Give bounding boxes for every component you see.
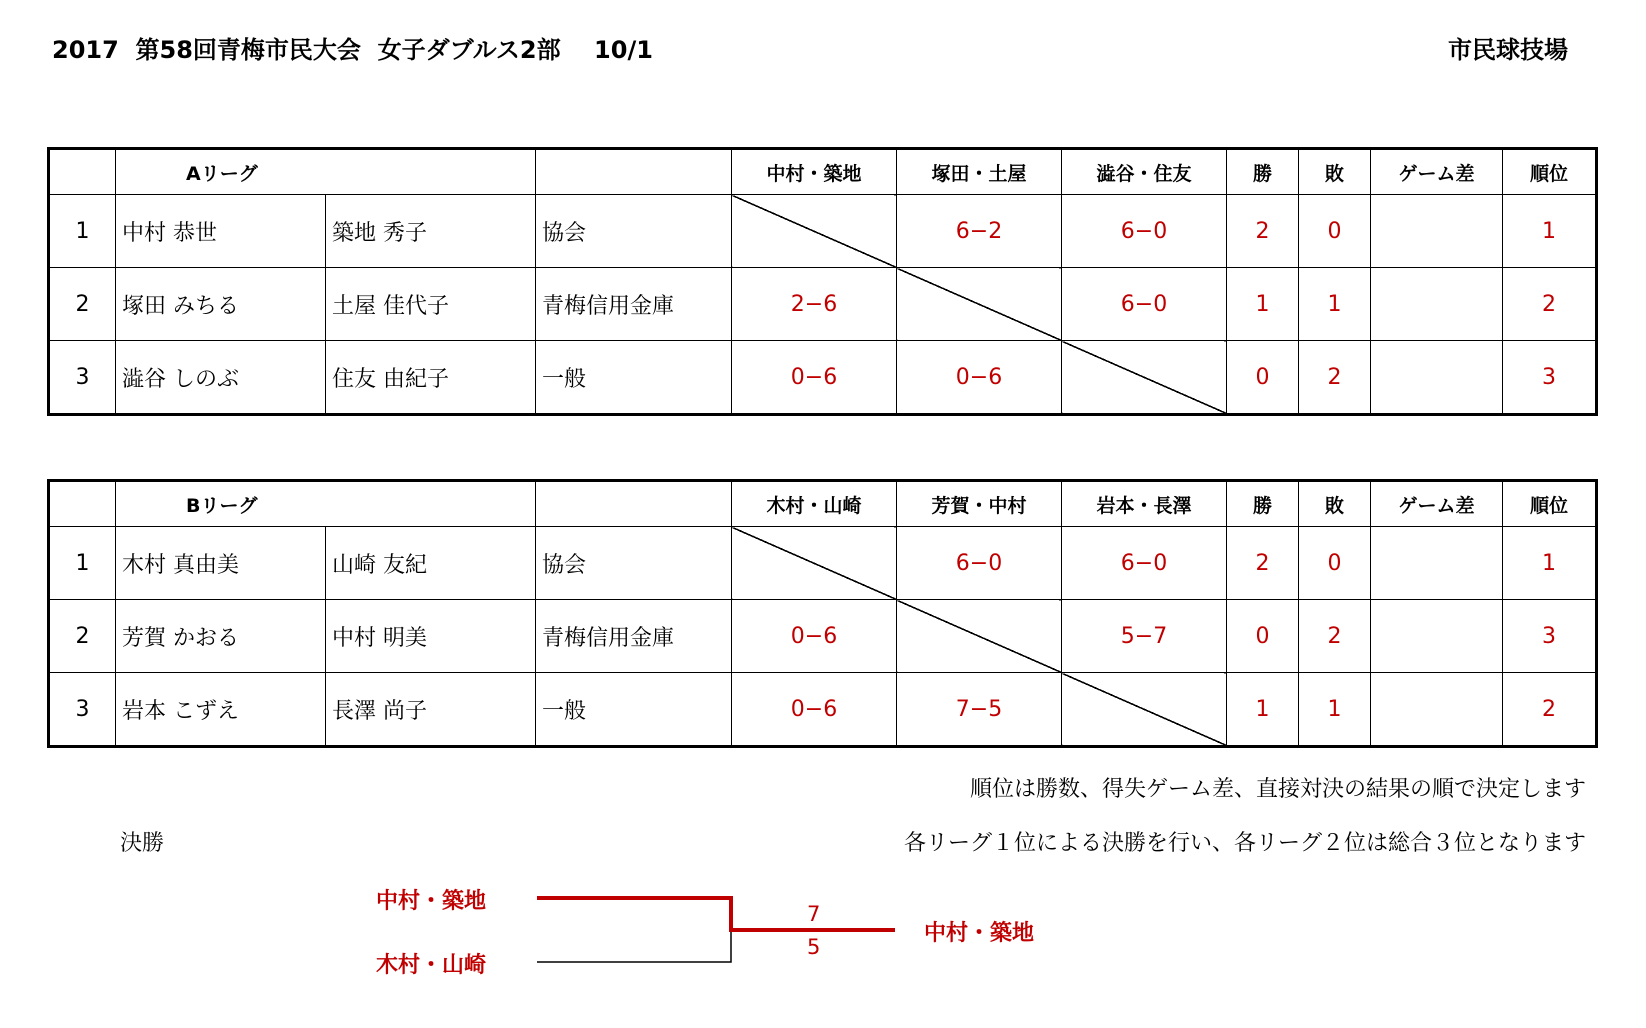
row-number: 1 (49, 527, 116, 600)
opponent-header: 中村・築地 (732, 149, 897, 195)
player-1: 塚田 みちる (116, 268, 326, 341)
rank: 3 (1503, 341, 1597, 415)
opponent-header: 芳賀・中村 (897, 481, 1062, 527)
loss-header: 敗 (1299, 481, 1371, 527)
final-team-bottom: 木村・山崎 (376, 953, 487, 978)
losses: 0 (1299, 527, 1371, 600)
rank: 3 (1503, 600, 1597, 673)
match-result: 7−5 (897, 673, 1062, 747)
player-1: 中村 恭世 (116, 195, 326, 268)
match-result: 6−0 (1062, 527, 1227, 600)
final-label: 決勝 (120, 831, 165, 856)
opponent-header: 岩本・長澤 (1062, 481, 1227, 527)
losses: 0 (1299, 195, 1371, 268)
losses: 2 (1299, 341, 1371, 415)
wins: 2 (1227, 527, 1299, 600)
club: 一般 (536, 341, 732, 415)
row-number: 3 (49, 341, 116, 415)
win-header: 勝 (1227, 149, 1299, 195)
wins: 0 (1227, 600, 1299, 673)
rank: 1 (1503, 527, 1597, 600)
club: 協会 (536, 195, 732, 268)
match-result: 6−0 (1062, 268, 1227, 341)
player-1: 澁谷 しのぶ (116, 341, 326, 415)
loss-header: 敗 (1299, 149, 1371, 195)
row-number: 2 (49, 600, 116, 673)
player-1: 芳賀 かおる (116, 600, 326, 673)
player-2: 中村 明美 (326, 600, 536, 673)
club: 青梅信用金庫 (536, 600, 732, 673)
losses: 1 (1299, 268, 1371, 341)
final-winner: 中村・築地 (924, 921, 1035, 946)
row-number: 3 (49, 673, 116, 747)
game-diff-header: ゲーム差 (1371, 481, 1503, 527)
rank: 2 (1503, 673, 1597, 747)
player-2: 山崎 友紀 (326, 527, 536, 600)
player-2: 長澤 尚子 (326, 673, 536, 747)
league-b-name: Bリーグ (116, 481, 536, 527)
league-a-name: Aリーグ (116, 149, 536, 195)
match-result: 5−7 (1062, 600, 1227, 673)
wins: 2 (1227, 195, 1299, 268)
final-score-bottom: 5 (807, 935, 821, 959)
rank: 2 (1503, 268, 1597, 341)
player-1: 木村 真由美 (116, 527, 326, 600)
wins: 0 (1227, 341, 1299, 415)
player-2: 住友 由紀子 (326, 341, 536, 415)
opponent-header: 塚田・土屋 (897, 149, 1062, 195)
row-number: 1 (49, 195, 116, 268)
player-2: 築地 秀子 (326, 195, 536, 268)
page-title: 2017 第58回青梅市民大会 女子ダブルス2部 10/1 (52, 36, 653, 64)
match-result: 2−6 (732, 268, 897, 341)
match-result: 6−0 (897, 527, 1062, 600)
game-diff-header: ゲーム差 (1371, 149, 1503, 195)
win-header: 勝 (1227, 481, 1299, 527)
wins: 1 (1227, 673, 1299, 747)
bracket-line-bottom (537, 932, 731, 962)
match-result: 0−6 (732, 341, 897, 415)
club: 一般 (536, 673, 732, 747)
opponent-header: 木村・山崎 (732, 481, 897, 527)
ranking-rule-note: 順位は勝数、得失ゲーム差、直接対決の結果の順で決定します (969, 777, 1586, 802)
match-result: 0−6 (897, 341, 1062, 415)
match-result: 0−6 (732, 600, 897, 673)
losses: 2 (1299, 600, 1371, 673)
wins: 1 (1227, 268, 1299, 341)
club: 青梅信用金庫 (536, 268, 732, 341)
rank-header: 順位 (1503, 481, 1597, 527)
player-1: 岩本 こずえ (116, 673, 326, 747)
bracket-line-top (537, 898, 895, 930)
match-result: 6−2 (897, 195, 1062, 268)
rank: 1 (1503, 195, 1597, 268)
final-team-top: 中村・築地 (376, 889, 487, 914)
final-rule-note: 各リーグ１位による決勝を行い、各リーグ２位は総合３位となります (903, 831, 1586, 856)
row-number: 2 (49, 268, 116, 341)
match-result: 0−6 (732, 673, 897, 747)
venue-label: 市民球技場 (1448, 36, 1568, 64)
club: 協会 (536, 527, 732, 600)
rank-header: 順位 (1503, 149, 1597, 195)
opponent-header: 澁谷・住友 (1062, 149, 1227, 195)
final-score-top: 7 (807, 902, 821, 926)
losses: 1 (1299, 673, 1371, 747)
match-result: 6−0 (1062, 195, 1227, 268)
player-2: 土屋 佳代子 (326, 268, 536, 341)
